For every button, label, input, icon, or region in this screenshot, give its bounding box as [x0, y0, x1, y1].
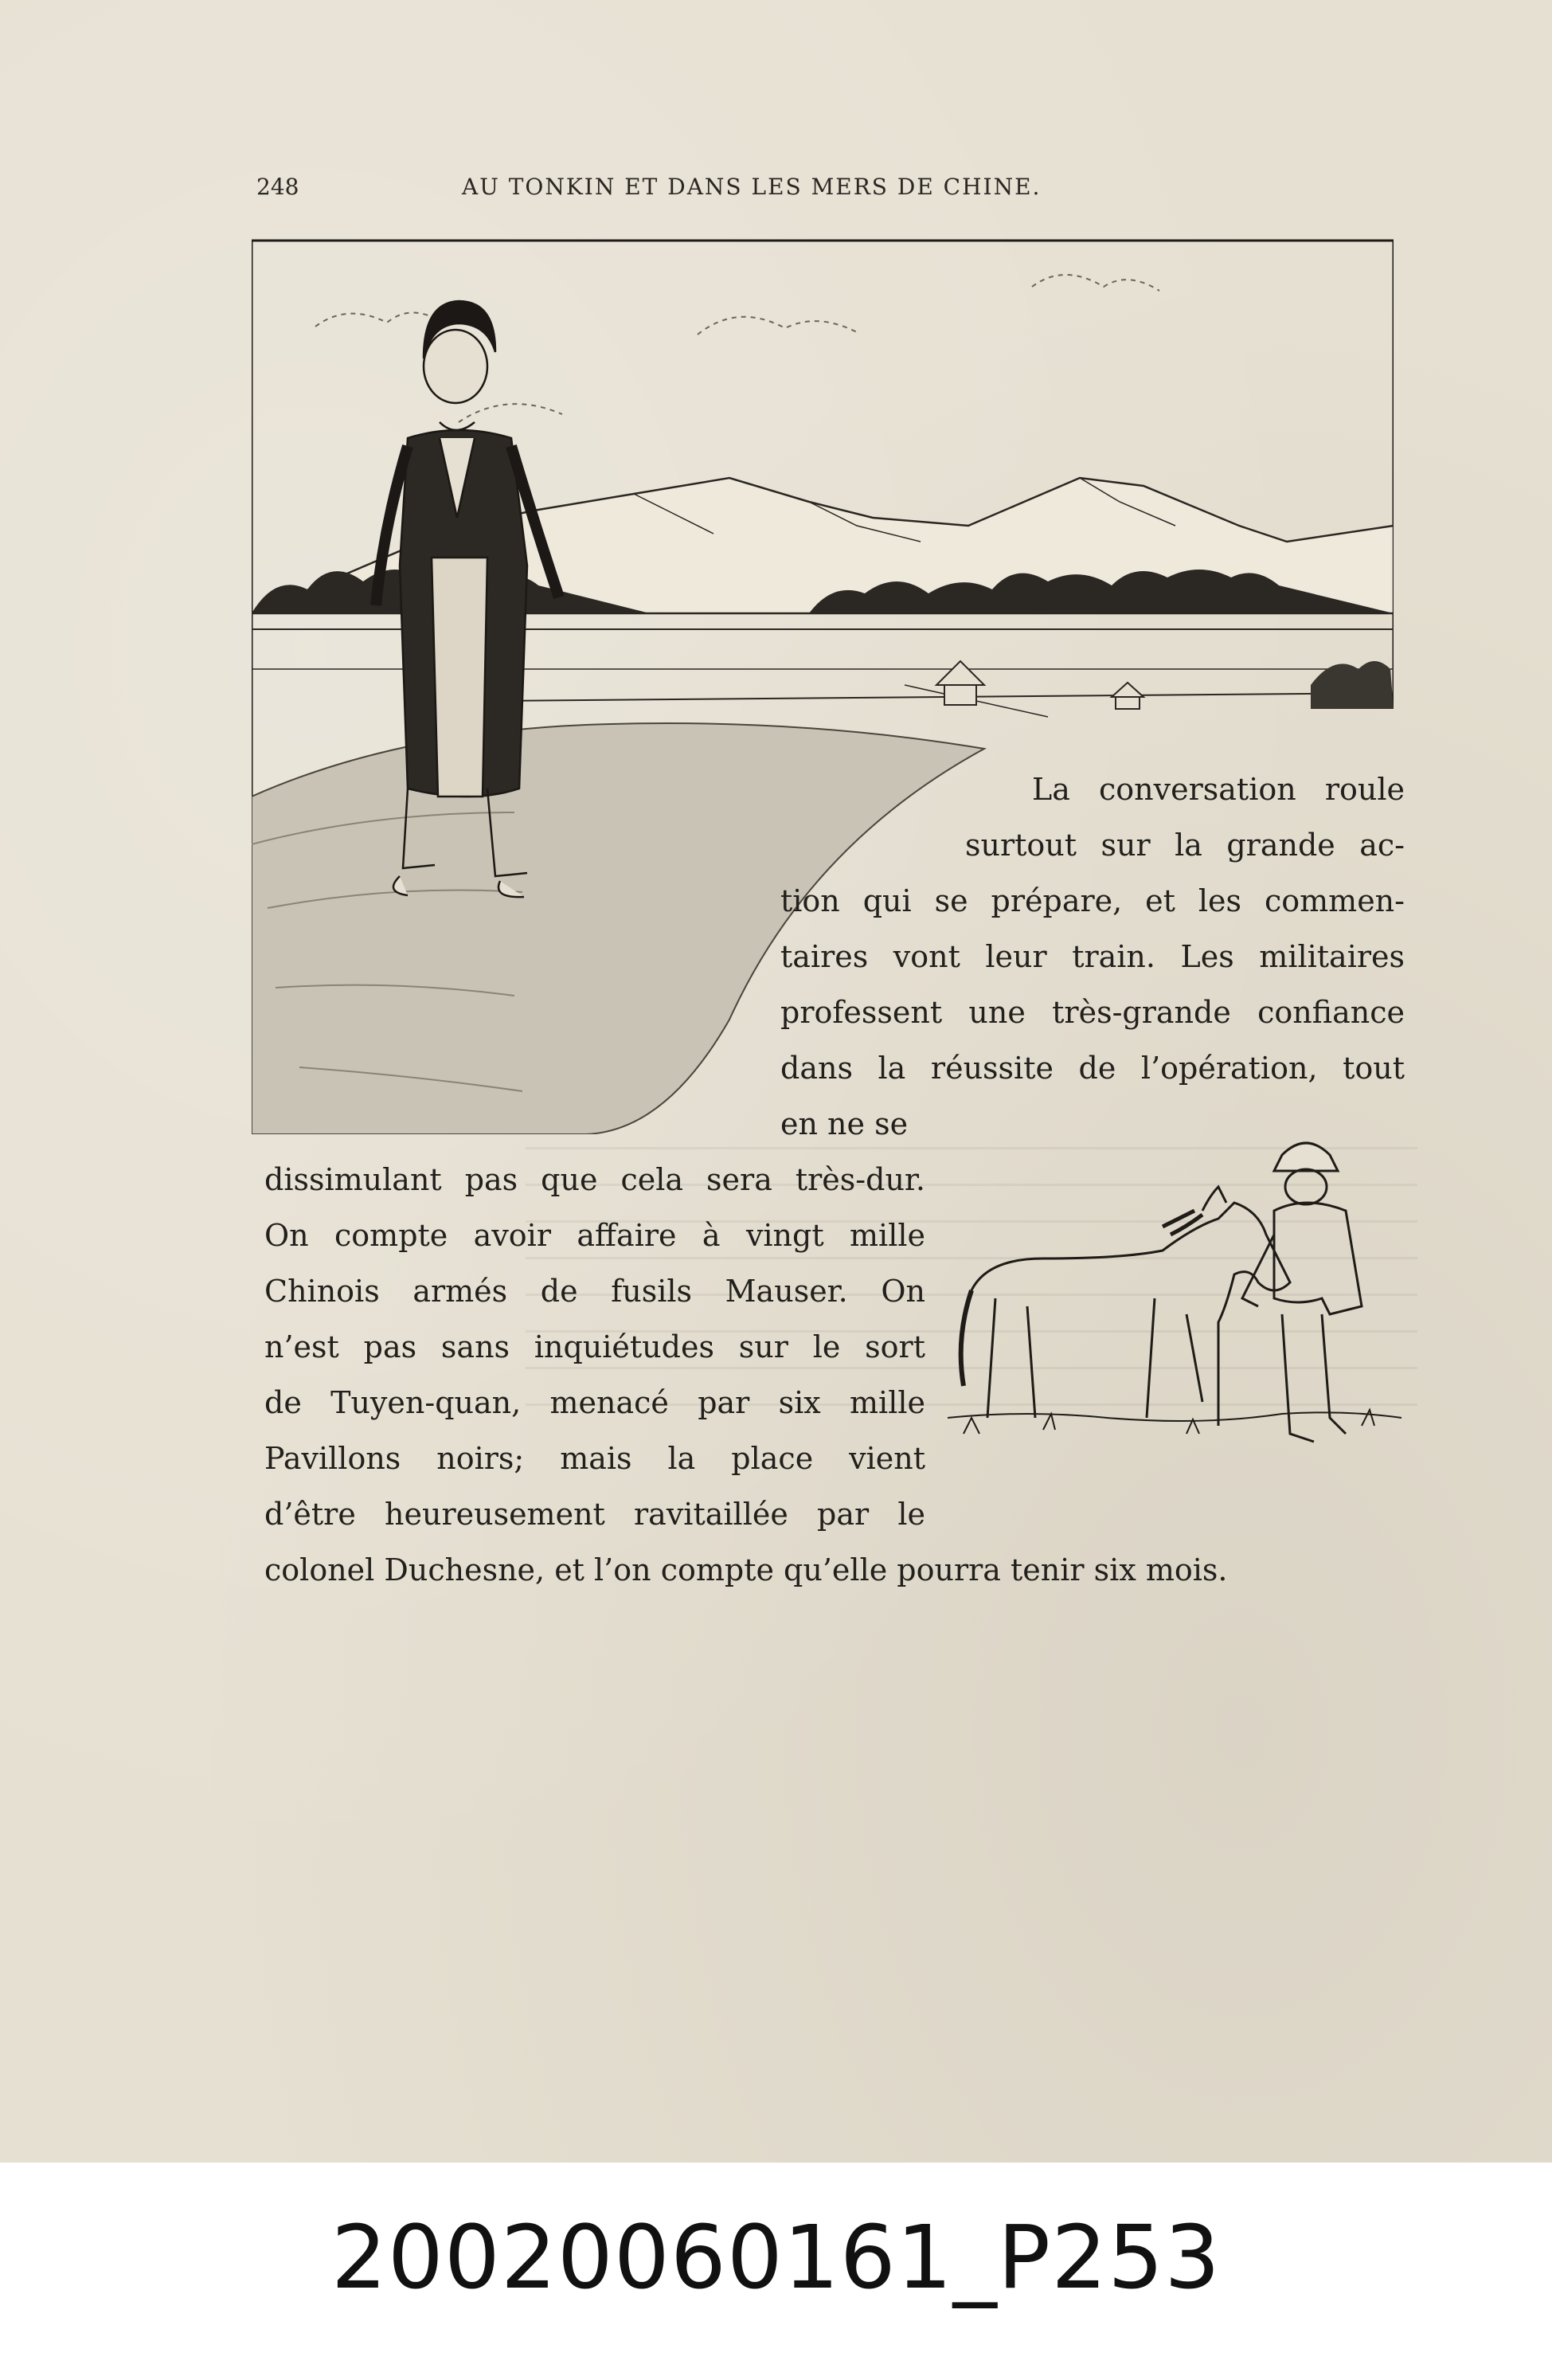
- text-line: On compte avoir affaire à vingt mille: [264, 1218, 925, 1253]
- paragraph-right-column: [780, 761, 1405, 1152]
- text-line: La conversation roule: [1032, 772, 1405, 807]
- text-line: de Tuyen-quan, menacé par six mille: [264, 1385, 925, 1420]
- text-line: d’être heureusement ravitaillée par le: [264, 1497, 925, 1532]
- running-title: AU TONKIN ET DANS LES MERS DE CHINE.: [462, 174, 1042, 200]
- text-line: colonel Duchesne, et l’on compte qu’elle pourra tenir six mois.: [264, 1552, 1228, 1587]
- text-line: en ne se: [780, 1106, 909, 1141]
- text-line: Pavillons noirs; mais la place vient: [264, 1441, 925, 1476]
- horse-and-man-illustration: [948, 1139, 1406, 1489]
- paragraph-left-column: [264, 1152, 925, 1542]
- text-line: dissimulant pas que cela sera très-dur.: [264, 1162, 925, 1197]
- text-line: professent une très-grande confiance: [780, 995, 1405, 1030]
- text-line: n’est pas sans inquiétudes sur le sort: [264, 1329, 925, 1364]
- text-line: tion qui se prépare, et les commen-: [780, 883, 1405, 918]
- text-line: dans la réussite de l’opération, tout: [780, 1051, 1405, 1086]
- running-head: [0, 174, 1552, 206]
- text-line: taires vont leur train. Les militaires: [780, 939, 1405, 974]
- archive-id-label: 20020060161_P253: [330, 2206, 1222, 2308]
- text-line: Chinois armés de fusils Mauser. On: [264, 1274, 925, 1309]
- paragraph-last-line: [264, 1542, 1331, 1598]
- text-line: surtout sur la grande ac-: [965, 828, 1405, 863]
- page-number: 248: [256, 174, 299, 200]
